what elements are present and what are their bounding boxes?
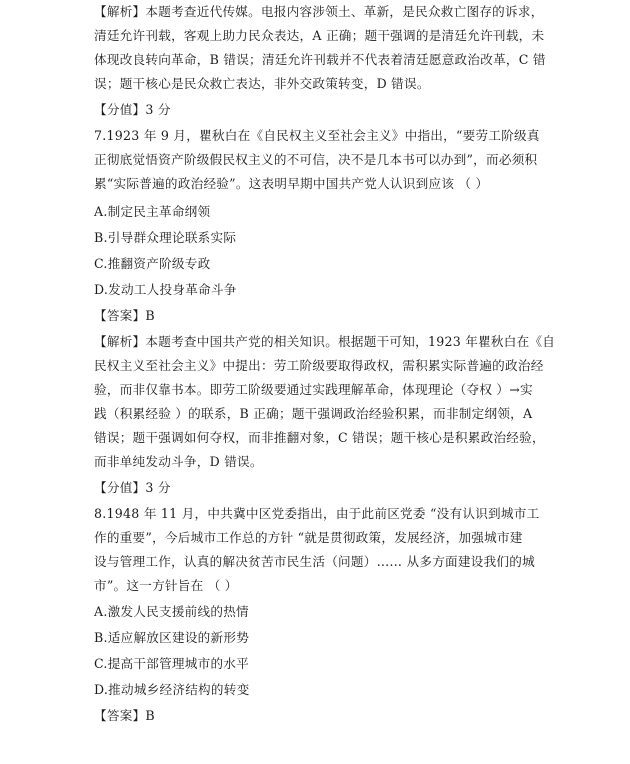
text-line: 清廷允许刊载，客观上助力民众表达，A 正确；题干强调的是清廷允许刊载，未 [94,28,545,43]
text-line: 【解析】本题考查近代传媒。电报内容涉领土、革新，是民众救亡图存的诉求， [94,4,544,19]
text-line: 8.1948 年 11 月，中共冀中区党委指出，由于此前区党委 “没有认识到城市工 [94,506,540,521]
text-line: 误；题干核心是民众救亡表达，非外交政策转变，D 错误。 [94,76,430,91]
option-d: D.推动城乡经济结构的转变 [94,682,250,697]
text-line: 体现改良转向革命，B 错误；清廷允许刊载并不代表着清廷愿意政治改革，C 错 [94,52,546,67]
text-line: 民权主义至社会主义》中提出：劳工阶级要取得政权，需积累实际普遍的政治经 [94,358,544,373]
text-line: 累“实际普遍的政治经验”。这表明早期中国共产党人认识到应该 （ ） [94,176,489,191]
text-line: 7.1923 年 9 月，瞿秋白在《自民权主义至社会主义》中指出，“要劳工阶级真 [94,128,540,143]
answer-line: 【答案】B [94,308,155,323]
answer-line: 【答案】B [94,708,155,723]
option-c: C.推翻资产阶级专政 [94,256,211,271]
text-line: 设与管理工作，认真的解决贫苦市民生活（问题）…… 从多方面建设我们的城 [94,554,535,569]
option-b: B.适应解放区建设的新形势 [94,630,250,645]
text-line: 作的重要”，今后城市工作总的方针 “就是贯彻政策，发展经济，加强城市建 [94,530,523,545]
text-line: 践（积累经验 ）的联系，B 正确；题干强调政治经验积累，而非制定纲领，A [94,406,533,421]
option-a: A.制定民主革命纲领 [94,204,211,219]
text-line: 【分值】3 分 [94,480,171,495]
text-line: 【分值】3 分 [94,102,171,117]
option-c: C.提高干部管理城市的水平 [94,656,249,671]
option-a: A.激发人民支援前线的热情 [94,604,249,619]
text-line: 正彻底觉悟资产阶级假民权主义的不可信，决不是几本书可以办到”，而必须积 [94,152,538,167]
text-line: 【解析】本题考查中国共产党的相关知识。根据题干可知，1923 年瞿秋白在《自 [94,334,556,349]
option-b: B.引导群众理论联系实际 [94,230,237,245]
text-line: 而非单纯发动斗争，D 错误。 [94,454,263,469]
text-line: 市”。这一方针旨在 （ ） [94,578,238,593]
option-d: D.发动工人投身革命斗争 [94,282,237,297]
text-line: 验，而非仅靠书本。即劳工阶级要通过实践理解革命，体现理论（夺权 ）→实 [94,382,533,397]
text-line: 错误；题干强调如何夺权，而非推翻对象，C 错误；题干核心是积累政治经验， [94,430,545,445]
